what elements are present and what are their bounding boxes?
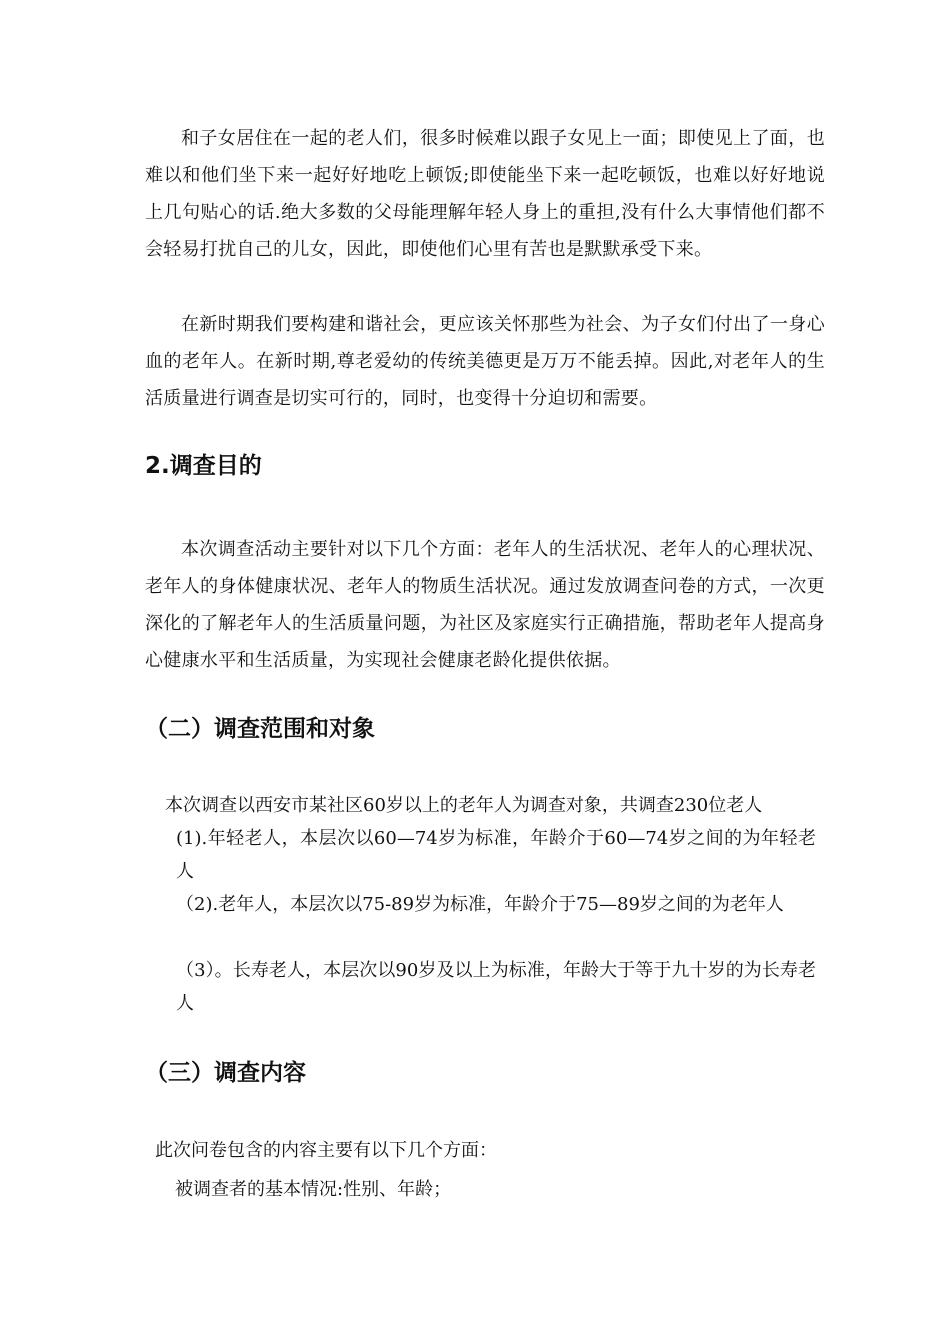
scope-summary: 本次调查以西安市某社区60岁以上的老年人为调查对象，共调查230位老人 [165,795,763,816]
content-intro: 此次问卷包含的内容主要有以下几个方面： [155,1140,497,1161]
purpose-paragraph: 本次调查活动主要针对以下几个方面：老年人的生活状况、老年人的心理状况、老年人的身体健康状况、老年人的物质生活状况。通过发放调查问卷的方式，一次更深化的了解老年人的生活质量问题，为社区及家庭实行正确措施，帮助老年人提高身心健康水平和生活质量，为实现社会健康老龄化提供依据。 [145,539,825,671]
intro-paragraph-2: 在新时期我们要构建和谐社会，更应该关怀那些为社会、为子女们付出了一身心血的老年人。在新时期,尊老爱幼的传统美德更是万万不能丢掉。因此,对老年人的生活质量进行调查是切实可行的，同时，也变得十分迫切和需要。 [145,314,825,409]
scope-item-2: （2).老年人，本层次以75-89岁为标准，年龄介于75—89岁之间的为老年人 [176,894,784,915]
content-item-1: 被调查者的基本情况:性别、年龄； [175,1179,452,1200]
section-heading-purpose: 2.调查目的 [145,453,262,479]
scope-item-1: (1).年轻老人，本层次以60—74岁为标准，年龄介于60—74岁之间的为年轻老人 [176,828,816,882]
scope-item-3: （3）。长寿老人，本层次以90岁及以上为标准，年龄大于等于九十岁的为长寿老人 [176,960,816,1014]
section-heading-content: （三）调查内容 [145,1060,306,1086]
intro-paragraph-1: 和子女居住在一起的老人们，很多时候难以跟子女见上一面；即使见上了面，也难以和他们坐下来一起好好地吃上顿饭;即使能坐下来一起吃顿饭，也难以好好地说上几句贴心的话.绝大多数的父母能理解年轻人身上的重担,没有什么大事情他们都不会轻易打扰自己的儿女，因此，即使他们心里有苦也是默默承受下来。 [145,128,825,260]
section-heading-scope: （二）调查范围和对象 [145,716,375,742]
